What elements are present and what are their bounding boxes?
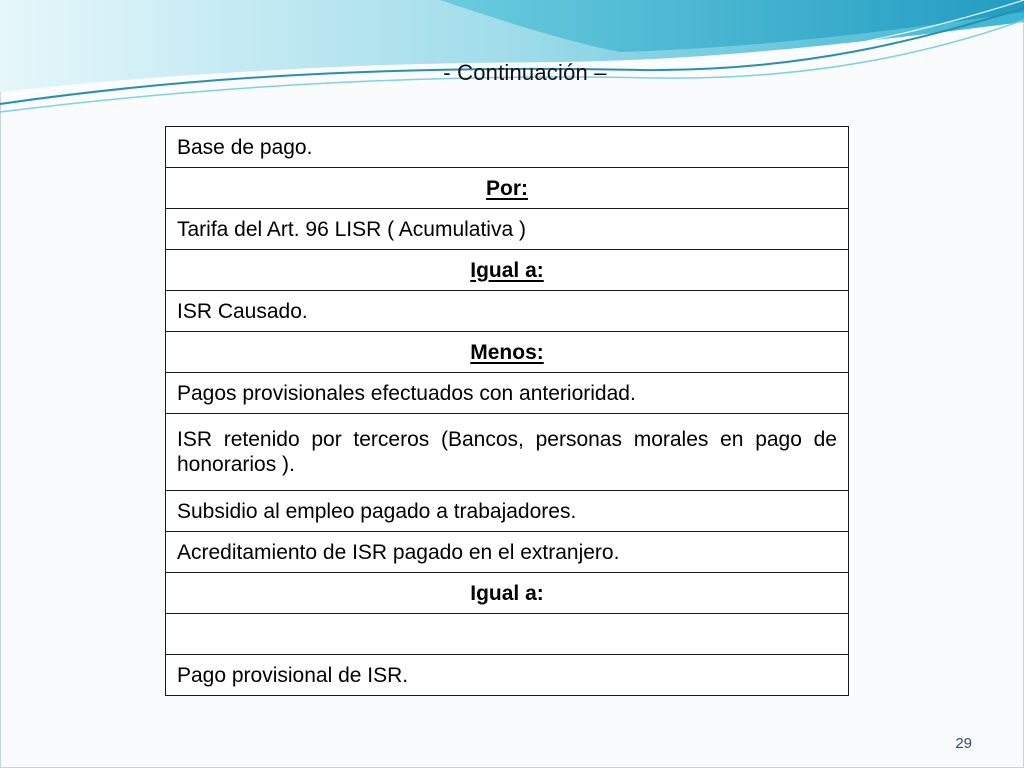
table-cell: Tarifa del Art. 96 LISR ( Acumulativa ) bbox=[166, 209, 849, 250]
table-cell: Base de pago. bbox=[166, 127, 849, 168]
table-cell: Pagos provisionales efectuados con anterioridad. bbox=[166, 373, 849, 414]
table-cell: Pago provisional de ISR. bbox=[166, 655, 849, 696]
table-cell: ISR Causado. bbox=[166, 291, 849, 332]
page-number: 29 bbox=[955, 735, 972, 752]
table-cell: ISR retenido por terceros (Bancos, personas morales en pago de honorarios ). bbox=[166, 414, 849, 491]
table-cell: Igual a: bbox=[166, 573, 849, 614]
table-row bbox=[166, 614, 849, 655]
table-row bbox=[166, 655, 849, 696]
table-row bbox=[166, 332, 849, 373]
table-cell: Subsidio al empleo pagado a trabajadores. bbox=[166, 491, 849, 532]
table-cell: Acreditamiento de ISR pagado en el extranjero. bbox=[166, 532, 849, 573]
table-row bbox=[166, 168, 849, 209]
table-row bbox=[166, 291, 849, 332]
table-row bbox=[166, 491, 849, 532]
table-cell bbox=[166, 614, 849, 655]
table-row bbox=[166, 209, 849, 250]
table-cell: Igual a: bbox=[166, 250, 849, 291]
table-cell: Menos: bbox=[166, 332, 849, 373]
table-row bbox=[166, 373, 849, 414]
table-row bbox=[166, 127, 849, 168]
formula-table-body bbox=[166, 127, 849, 696]
table-row bbox=[166, 532, 849, 573]
slide-title bbox=[0, 60, 1024, 86]
table-row bbox=[166, 573, 849, 614]
slide-title-text: - Continuación – bbox=[443, 60, 607, 85]
table-row bbox=[166, 250, 849, 291]
table-row bbox=[166, 414, 849, 491]
formula-table bbox=[165, 126, 849, 696]
table-cell: Por: bbox=[166, 168, 849, 209]
